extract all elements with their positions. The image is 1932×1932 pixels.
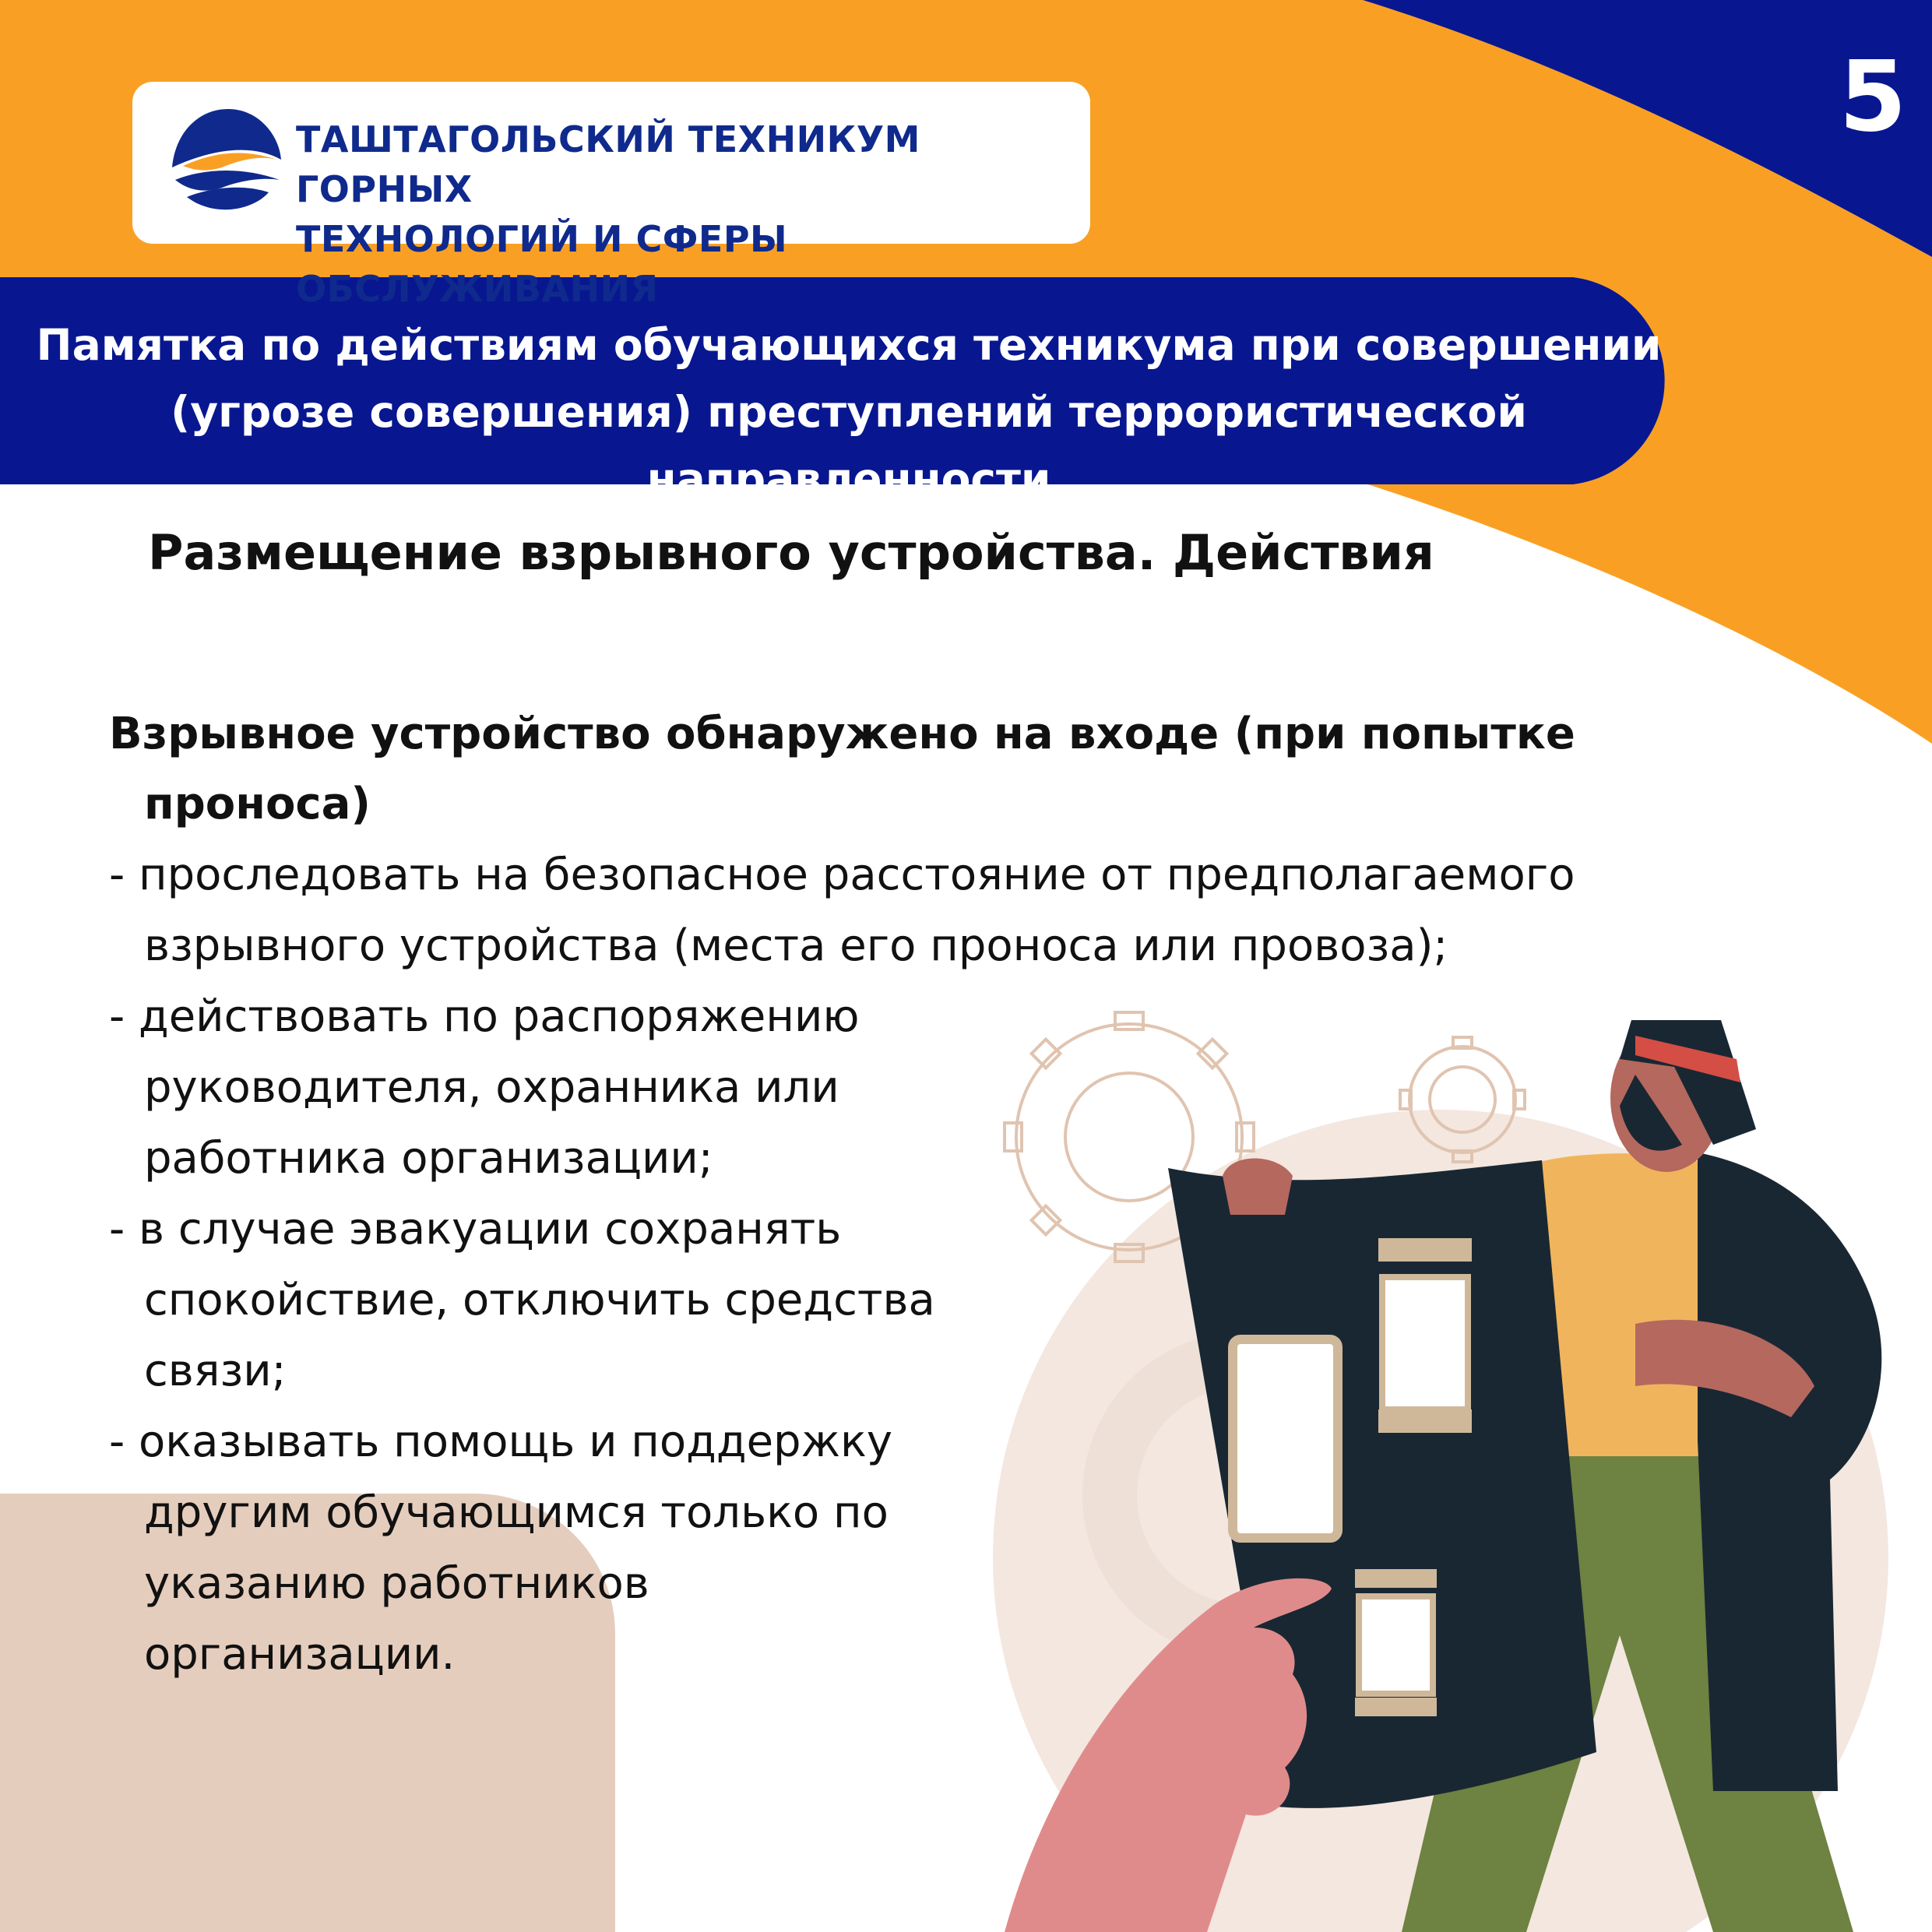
action-item: - действовать по распоряжению руководителя, охранника или работника организации; [109, 991, 860, 1184]
banner-title-line-1: Памятка по действиям обучающихся техникума при совершении [36, 320, 1662, 370]
action-item: - проследовать на безопасное расстояние от предполагаемого взрывного устройства (места его проноса или провоза); [109, 850, 1575, 971]
situation-subheading: Взрывное устройство обнаружено на входе (при попытке проноса) [109, 709, 1575, 829]
page-number: 5 [1839, 40, 1907, 153]
college-name [296, 114, 1090, 314]
banner-title-line-2: (угрозе совершения) преступлений террористической направленности [171, 387, 1527, 504]
banner-title [0, 311, 1698, 512]
action-list [109, 839, 1628, 1690]
logo-icon [167, 105, 284, 222]
college-name-line-2: ТЕХНОЛОГИЙ И СФЕРЫ ОБСЛУЖИВАНИЯ [296, 218, 788, 310]
action-item: - оказывать помощь и поддержку другим обучающимся только по указанию работников организации. [109, 1416, 893, 1680]
college-name-line-1: ТАШТАГОЛЬСКИЙ ТЕХНИКУМ ГОРНЫХ [296, 118, 920, 210]
section-heading: Размещение взрывного устройства. Действия [148, 524, 1434, 581]
college-logo-card [132, 82, 1090, 310]
instructions-body [109, 699, 1628, 1690]
action-item: - в случае эвакуации сохранять спокойствие, отключить средства связи; [109, 1204, 935, 1396]
